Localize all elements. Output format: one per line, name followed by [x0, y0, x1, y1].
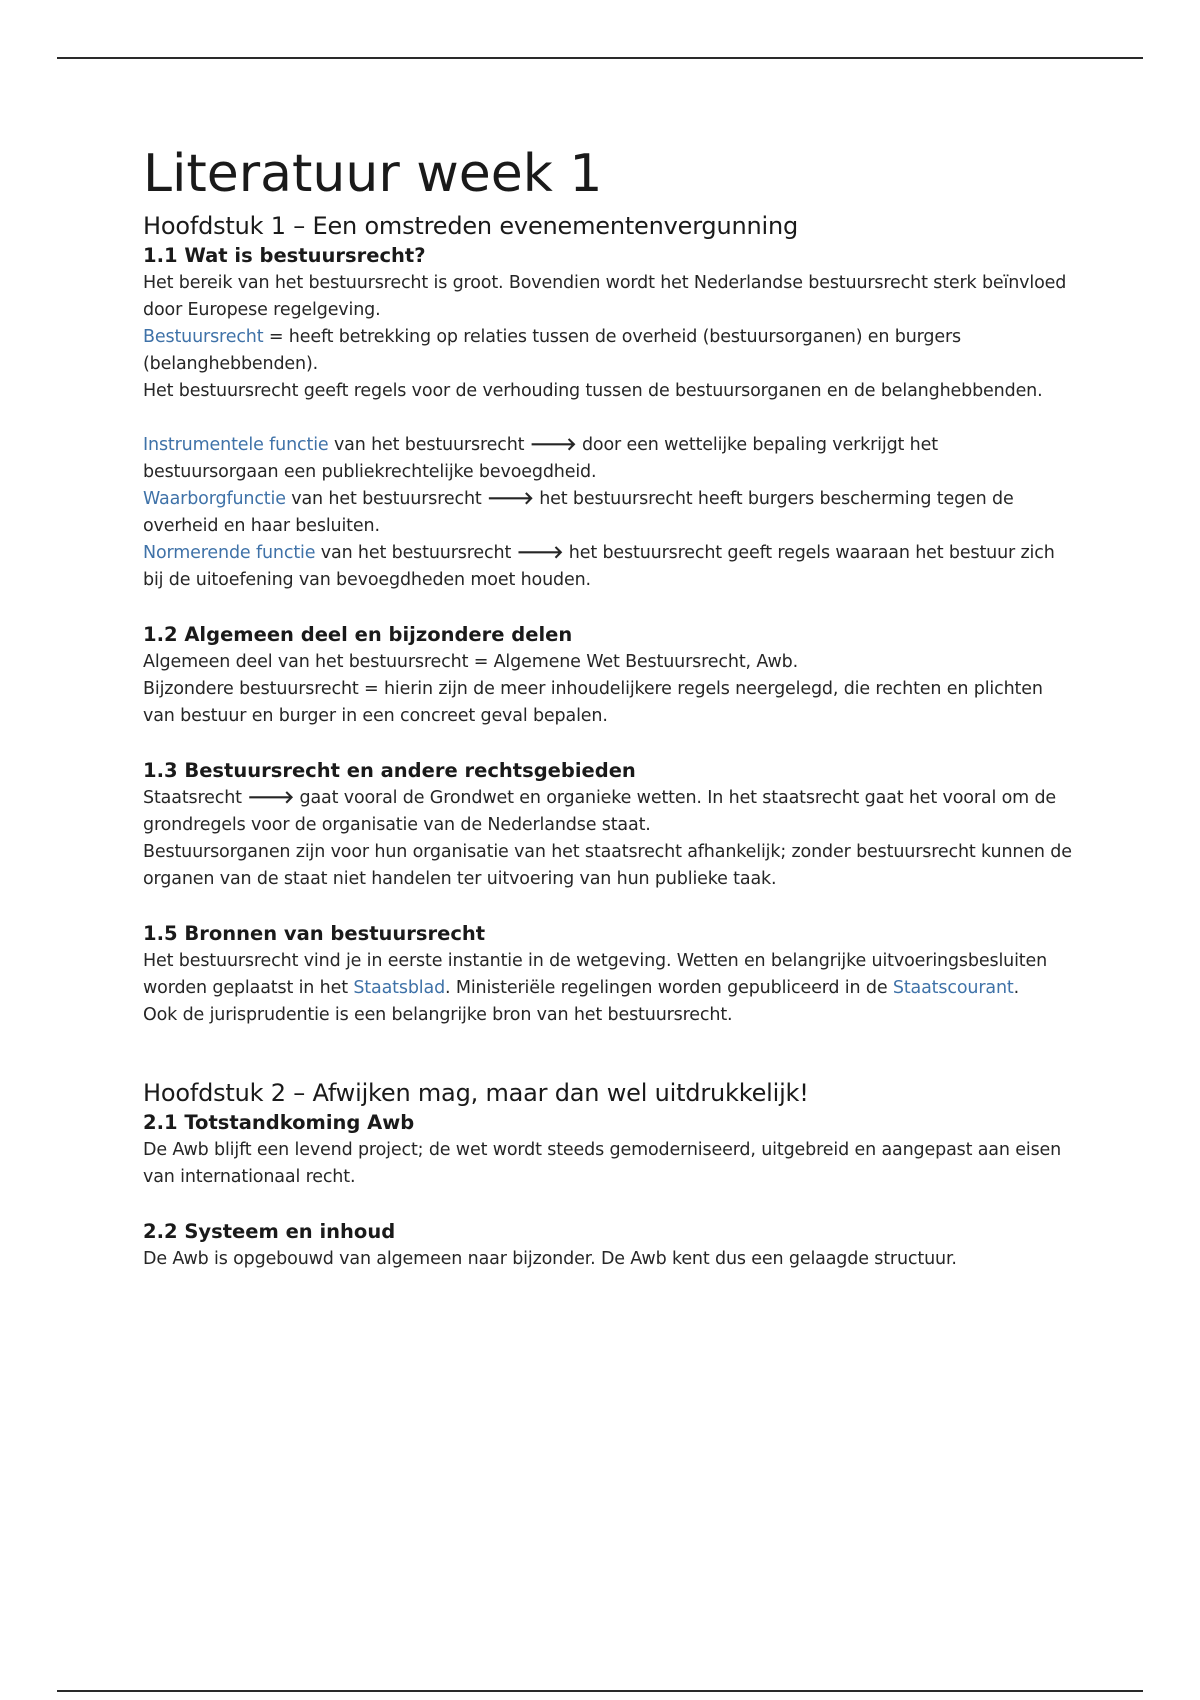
section-1-1-paragraph-1: Het bereik van het bestuursrecht is groot. Bovendien wordt het Nederlandse bestuursrecht sterk beïnvloed door Europese regelgeving.	[143, 273, 1067, 320]
staatsrecht-label: Staatsrecht	[143, 788, 248, 808]
arrow-right-icon: 🡒	[529, 435, 577, 455]
chapter-2-title: Hoofdstuk 2 – Afwijken mag, maar dan wel uitdrukkelijk!	[143, 1079, 809, 1107]
term-staatscourant: Staatscourant	[892, 978, 1014, 998]
function-instrumentele	[143, 432, 1073, 486]
section-1-1-heading: 1.1 Wat is bestuursrecht?	[143, 244, 426, 267]
arrow-right-icon: 🡒	[487, 489, 534, 509]
section-1-3-heading: 1.3 Bestuursrecht en andere rechtsgebieden	[143, 759, 636, 782]
section-2-2-heading: 2.2 Systeem en inhoud	[143, 1220, 396, 1243]
section-1-5-heading: 1.5 Bronnen van bestuursrecht	[143, 922, 486, 945]
section-1-5-paragraph-1	[143, 948, 1073, 1002]
section-2-1-heading: 2.1 Totstandkoming Awb	[143, 1111, 415, 1134]
section-1-2-heading: 1.2 Algemeen deel en bijzondere delen	[143, 623, 573, 646]
function-description: door een wettelijke bepaling verkrijgt het bestuursorgaan een publiekrechtelijke bevoegdheid.	[143, 435, 938, 482]
term-staatsblad: Staatsblad	[353, 978, 446, 998]
function-normerende	[143, 540, 1073, 594]
header-rule	[57, 57, 1143, 59]
section-1-5-paragraph-2: Ook de jurisprudentie is een belangrijke bron van het bestuursrecht.	[143, 1005, 733, 1025]
footer-rule	[57, 1690, 1143, 1692]
function-description: het bestuursrecht heeft burgers bescherming tegen de overheid en haar besluiten.	[143, 489, 1014, 536]
term-normerende-functie: Normerende functie	[143, 543, 316, 563]
function-description: het bestuursrecht geeft regels waaraan het bestuur zich bij de uitoefening van bevoegdheden moet houden.	[143, 543, 1055, 590]
function-mid-text: van het bestuursrecht	[328, 435, 530, 455]
section-1-2-paragraph-1: Algemeen deel van het bestuursrecht = Algemene Wet Bestuursrecht, Awb.	[143, 652, 798, 672]
document-title: Literatuur week 1	[143, 144, 603, 204]
section-2-2-paragraph-1: De Awb is opgebouwd van algemeen naar bijzonder. De Awb kent dus een gelaagde structuur.	[143, 1249, 957, 1269]
term-waarborgfunctie: Waarborgfunctie	[143, 489, 286, 509]
term-bestuursrecht: Bestuursrecht	[143, 327, 264, 347]
function-mid-text: van het bestuursrecht	[315, 543, 517, 563]
section-1-1-paragraph-3: Het bestuursrecht geeft regels voor de verhouding tussen de bestuursorganen en de belanghebbenden.	[143, 381, 1043, 401]
definition-text: = heeft betrekking op relaties tussen de overheid (bestuursorganen) en burgers (belanghebbenden).	[143, 327, 962, 374]
section-1-3-paragraph-1	[143, 785, 1073, 839]
section-2-1-paragraph-1: De Awb blijft een levend project; de wet wordt steeds gemoderniseerd, uitgebreid en aangepast aan eisen van internationaal recht.	[143, 1140, 1062, 1187]
sources-text-c: .	[1013, 978, 1020, 998]
term-instrumentele-functie: Instrumentele functie	[143, 435, 329, 455]
section-1-3-paragraph-2: Bestuursorganen zijn voor hun organisatie van het staatsrecht afhankelijk; zonder bestuursrecht kunnen de organen van de staat niet handelen ter uitvoering van hun publieke taak.	[143, 842, 1072, 889]
chapter-1-title: Hoofdstuk 1 – Een omstreden evenementenvergunning	[143, 212, 799, 240]
arrow-right-icon: 🡒	[247, 788, 295, 808]
section-1-2-paragraph-2: Bijzondere bestuursrecht = hierin zijn de meer inhoudelijkere regels neergelegd, die rechten en plichten van bestuur en burger in een concreet geval bepalen.	[143, 679, 1043, 726]
function-mid-text: van het bestuursrecht	[285, 489, 488, 509]
sources-text-b: . Ministeriële regelingen worden gepubliceerd in de	[445, 978, 893, 998]
function-waarborg	[143, 486, 1073, 540]
arrow-right-icon: 🡒	[516, 543, 564, 563]
section-1-1-paragraph-2	[143, 324, 1073, 378]
sources-text-a: Het bestuursrecht vind je in eerste instantie in de wetgeving. Wetten en belangrijke uitvoeringsbesluiten worden geplaatst in het	[143, 951, 1048, 998]
staatsrecht-description: gaat vooral de Grondwet en organieke wetten. In het staatsrecht gaat het vooral om de grondregels voor de organisatie van de Nederlandse staat.	[143, 788, 1057, 835]
document-body	[143, 138, 1073, 1273]
